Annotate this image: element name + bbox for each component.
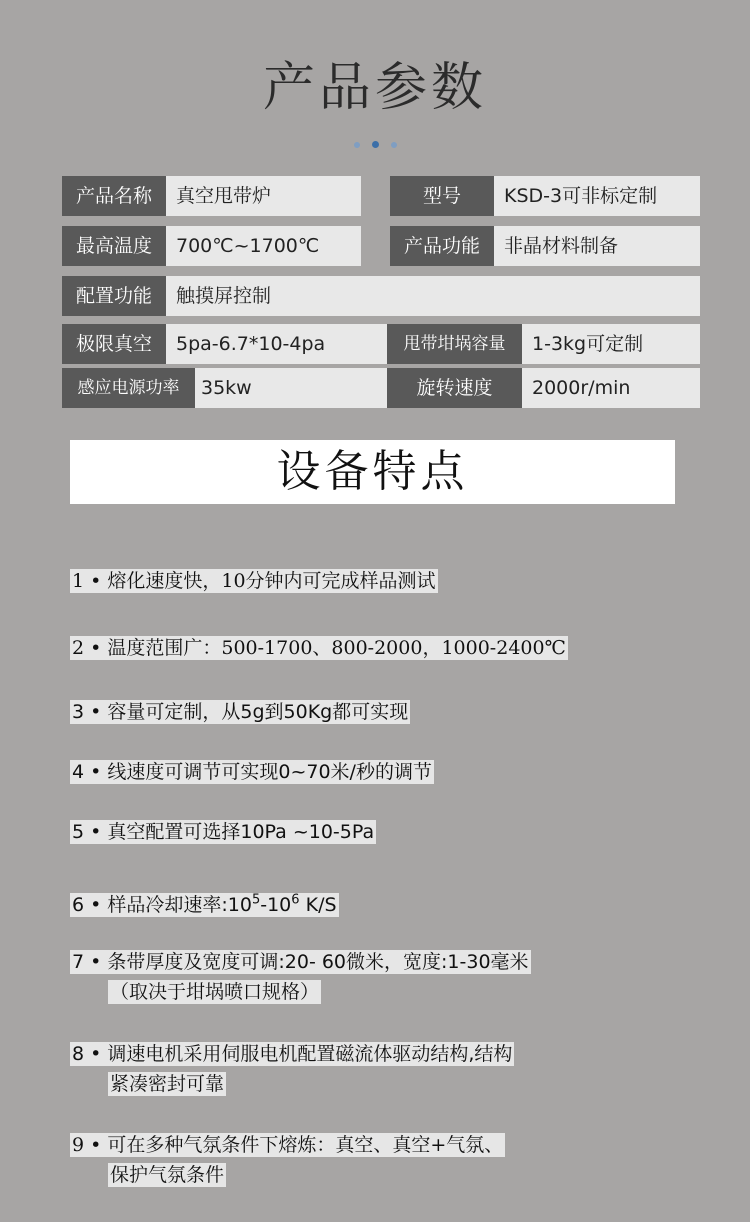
feature-item-2 bbox=[70, 633, 568, 663]
carousel-dot[interactable] bbox=[391, 142, 397, 148]
param-value-function: 非晶材料制备 bbox=[494, 226, 700, 266]
feature-text: 8 • 调速电机采用伺服电机配置磁流体驱动结构,结构 bbox=[72, 1043, 513, 1065]
feature-item-4 bbox=[70, 757, 434, 787]
feature-item-1 bbox=[70, 566, 438, 596]
param-label-vacuum: 极限真空 bbox=[62, 324, 166, 364]
feature-text: 紧凑密封可靠 bbox=[110, 1073, 225, 1095]
feature-text: 5 • 真空配置可选择10Pa ~10-5Pa bbox=[72, 821, 375, 843]
feature-text: 7 • 条带厚度及宽度可调:20- 60微米，宽度:1-30毫米 bbox=[72, 951, 529, 973]
feature-item-8 bbox=[70, 1039, 514, 1099]
param-value-power: 35kw bbox=[195, 368, 387, 408]
features-title: 设备特点 bbox=[70, 440, 675, 504]
carousel-dot-active[interactable] bbox=[372, 141, 379, 148]
feature-text: 3 • 容量可定制，从5g到50Kg都可实现 bbox=[72, 701, 409, 723]
feature-item-7 bbox=[70, 947, 531, 1007]
feature-text: （取决于坩埚喷口规格） bbox=[110, 981, 320, 1003]
feature-text-part: K/S bbox=[305, 894, 337, 917]
param-label-speed: 旋转速度 bbox=[387, 368, 522, 408]
exponent: 6 bbox=[291, 893, 300, 908]
param-label-maxtemp: 最高温度 bbox=[62, 226, 166, 266]
carousel-dot[interactable] bbox=[354, 142, 360, 148]
param-value-capacity: 1-3kg可定制 bbox=[522, 324, 700, 364]
feature-text: 1 • 熔化速度快，10分钟内可完成样品测试 bbox=[72, 570, 436, 592]
feature-text: 2 • 温度范围广：500-1700、800-2000，1000-2400℃ bbox=[72, 637, 566, 659]
carousel-dots bbox=[0, 139, 750, 149]
feature-text: 4 • 线速度可调节可实现0~70米/秒的调节 bbox=[72, 761, 432, 783]
feature-item-9 bbox=[70, 1130, 505, 1190]
feature-text: 9 • 可在多种气氛条件下熔炼：真空、真空+气氛、 bbox=[72, 1134, 504, 1156]
feature-item-5 bbox=[70, 817, 376, 847]
param-value-vacuum: 5pa-6.7*10-4pa bbox=[166, 324, 387, 364]
param-value-maxtemp: 700℃~1700℃ bbox=[166, 226, 361, 266]
param-label-model: 型号 bbox=[390, 176, 494, 216]
param-label-name: 产品名称 bbox=[62, 176, 166, 216]
param-label-config: 配置功能 bbox=[62, 276, 166, 316]
param-label-power: 感应电源功率 bbox=[62, 368, 195, 408]
feature-text: 保护气氛条件 bbox=[110, 1164, 225, 1186]
feature-item-6 bbox=[70, 886, 339, 920]
param-value-name: 真空甩带炉 bbox=[166, 176, 361, 216]
param-value-config: 触摸屏控制 bbox=[166, 276, 700, 316]
page-title: 产品参数 bbox=[262, 58, 487, 118]
param-label-capacity: 甩带坩埚容量 bbox=[387, 324, 522, 364]
feature-text bbox=[70, 893, 339, 917]
param-label-function: 产品功能 bbox=[390, 226, 494, 266]
feature-text-part: 6 • 样品冷却速率:10 bbox=[72, 894, 252, 917]
feature-text-part: -10 bbox=[260, 894, 292, 917]
exponent: 5 bbox=[251, 893, 261, 908]
param-value-speed: 2000r/min bbox=[522, 368, 700, 408]
feature-item-3 bbox=[70, 697, 410, 727]
param-value-model: KSD-3可非标定制 bbox=[494, 176, 700, 216]
